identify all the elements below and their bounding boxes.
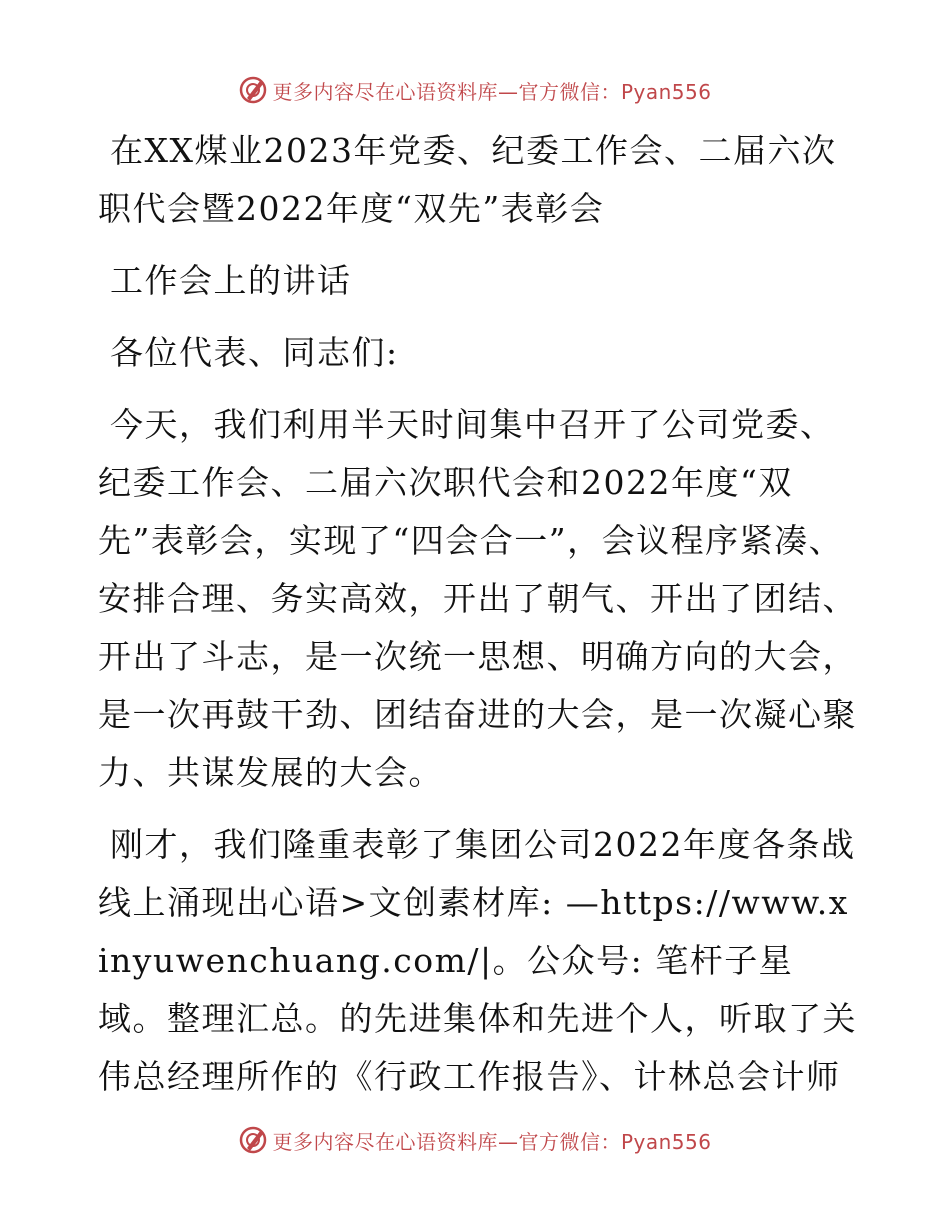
footer-watermark-banner: [0, 1120, 950, 1160]
header-watermark-banner: [0, 70, 950, 110]
footer-watermark-text: 更多内容尽在心语资料库—官方微信：Pyan556: [272, 1129, 712, 1154]
greeting: 各位代表、同志们:: [110, 333, 399, 372]
document-subtitle: 工作会上的讲话: [110, 261, 352, 300]
pen-logo-icon: [238, 1125, 268, 1155]
document-body: [98, 122, 858, 1106]
paragraph: 刚才，我们隆重表彰了集团公司2022年度各条战线上涌现出心语>文创素材库: —https://www.xinyuwenchuang.com/|。公众号: 笔杆子星域。整理汇总。的先进集体和先进个人，听取了关伟总经理所作的《行政工作报告》、计林总会计师: [98, 825, 857, 1096]
pen-logo-icon: [238, 75, 268, 105]
header-watermark-text: 更多内容尽在心语资料库—官方微信：Pyan556: [272, 79, 712, 104]
paragraph: 今天，我们利用半天时间集中召开了公司党委、纪委工作会、二届六次职代会和2022年度“双先”表彰会，实现了“四会合一”，会议程序紧凑、安排合理、务实高效，开出了朝气、开出了团结、开出了斗志，是一次统一思想、明确方向的大会，是一次再鼓干劲、团结奋进的大会，是一次凝心聚力、共谋发展的大会。: [98, 405, 857, 792]
document-title: 在XX煤业2023年党委、纪委工作会、二届六次职代会暨2022年度“双先”表彰会: [98, 131, 837, 228]
